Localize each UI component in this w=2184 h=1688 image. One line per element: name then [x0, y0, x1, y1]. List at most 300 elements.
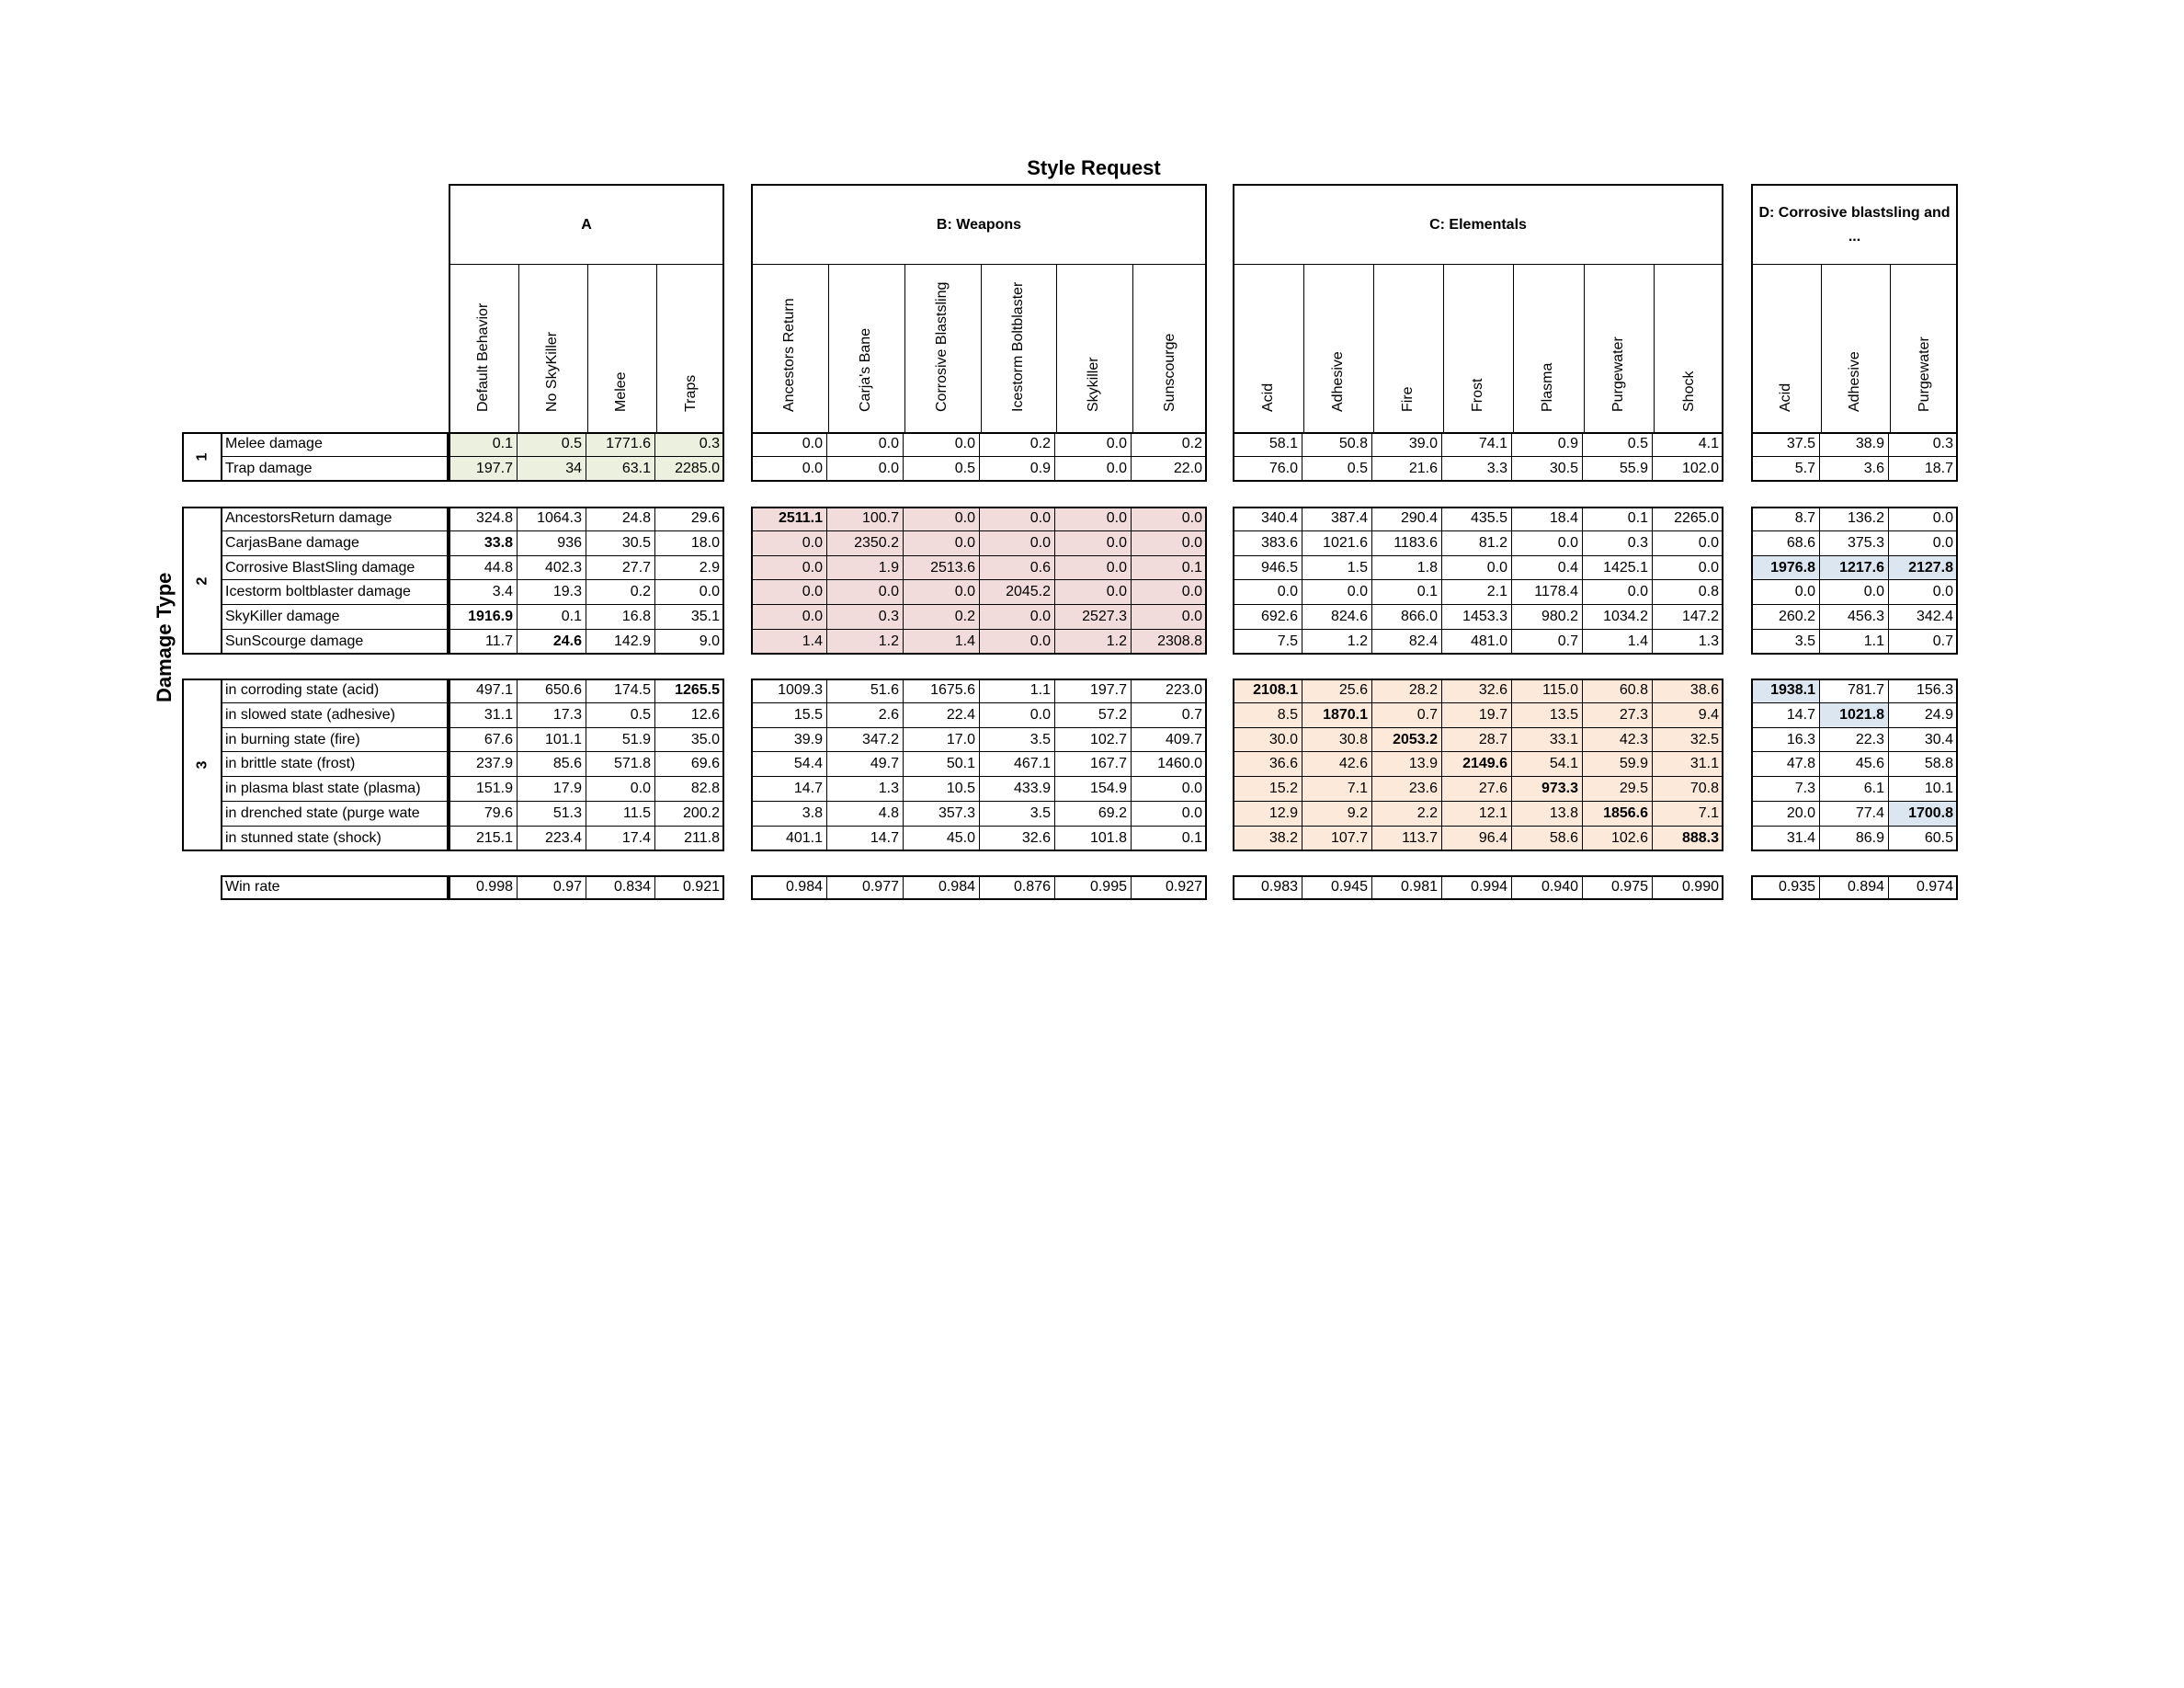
row-label: in corroding state (acid): [221, 679, 449, 703]
table-cell: 1064.3: [518, 507, 586, 531]
table-cell: 54.4: [751, 752, 827, 777]
column-header: [1374, 265, 1444, 432]
column-header-label: Carja's Bane: [858, 327, 873, 412]
table-cell: 0.0: [1233, 580, 1302, 605]
table-cell: 387.4: [1302, 507, 1372, 531]
group-header-1: [751, 184, 1207, 434]
table-cell: 28.2: [1372, 679, 1442, 703]
column-header-label: Purgewater: [1610, 336, 1626, 412]
table-cell: 13.9: [1372, 752, 1442, 777]
table-cell: 1675.6: [904, 679, 980, 703]
table-cell: 0.998: [449, 875, 518, 900]
column-header: [1057, 265, 1133, 432]
table-cell: 197.7: [1055, 679, 1132, 703]
table-cell: 383.6: [1233, 531, 1302, 556]
table-cell: 0.0: [751, 531, 827, 556]
table-cell: 1453.3: [1442, 605, 1512, 630]
table-cell: 215.1: [449, 827, 518, 851]
table-cell: 27.3: [1583, 703, 1653, 728]
table-cell: 51.6: [827, 679, 904, 703]
table-cell: 37.5: [1751, 432, 1820, 457]
table-cell: 30.4: [1889, 728, 1958, 752]
table-cell: 0.6: [980, 556, 1055, 580]
table-cell: 15.5: [751, 703, 827, 728]
table-cell: 17.4: [586, 827, 655, 851]
table-cell: 38.6: [1653, 679, 1723, 703]
table-cell: 0.1: [518, 605, 586, 630]
table-cell: 223.0: [1132, 679, 1207, 703]
column-header: [753, 265, 829, 432]
table-cell: 2308.8: [1132, 630, 1207, 655]
column-header-label: Fire: [1399, 386, 1416, 412]
table-cell: 174.5: [586, 679, 655, 703]
column-header: [1585, 265, 1655, 432]
table-cell: 7.5: [1233, 630, 1302, 655]
table-cell: 8.7: [1751, 507, 1820, 531]
table-cell: 0.876: [980, 875, 1055, 900]
column-header-label: Skykiller: [1086, 357, 1101, 412]
table-cell: 32.6: [980, 827, 1055, 851]
table-cell: 0.994: [1442, 875, 1512, 900]
table-cell: 63.1: [586, 457, 655, 482]
column-header: [1304, 265, 1374, 432]
table-cell: 25.6: [1302, 679, 1372, 703]
table-cell: 77.4: [1820, 802, 1889, 827]
table-cell: 1.1: [1820, 630, 1889, 655]
table-cell: 30.8: [1302, 728, 1372, 752]
table-cell: 4.8: [827, 802, 904, 827]
group-header-3: [1751, 184, 1958, 434]
table-cell: 11.5: [586, 802, 655, 827]
table-cell: 1425.1: [1583, 556, 1653, 580]
table-cell: 38.9: [1820, 432, 1889, 457]
table-cell: 0.2: [586, 580, 655, 605]
table-cell: 0.940: [1512, 875, 1583, 900]
table-cell: 3.4: [449, 580, 518, 605]
table-cell: 0.4: [1512, 556, 1583, 580]
row-label: Corrosive BlastSling damage: [221, 556, 449, 580]
table-cell: 1.2: [1055, 630, 1132, 655]
table-cell: 16.8: [586, 605, 655, 630]
table-cell: 1.9: [827, 556, 904, 580]
table-cell: 142.9: [586, 630, 655, 655]
table-cell: 0.0: [1055, 457, 1132, 482]
table-cell: 0.0: [751, 432, 827, 457]
column-header: [982, 265, 1057, 432]
table-cell: 1856.6: [1583, 802, 1653, 827]
table-cell: 0.3: [827, 605, 904, 630]
table-cell: 7.3: [1751, 777, 1820, 802]
table-cell: 0.1: [1583, 507, 1653, 531]
table-cell: 0.0: [1055, 507, 1132, 531]
table-cell: 0.990: [1653, 875, 1723, 900]
table-cell: 0.0: [1889, 507, 1958, 531]
table-cell: 0.0: [751, 556, 827, 580]
column-header: [657, 265, 726, 432]
column-header-label: Icestorm Boltblaster: [1009, 281, 1026, 412]
table-cell: 2513.6: [904, 556, 980, 580]
table-cell: 60.8: [1583, 679, 1653, 703]
table-cell: 0.975: [1583, 875, 1653, 900]
table-cell: 17.9: [518, 777, 586, 802]
table-cell: 32.6: [1442, 679, 1512, 703]
table-cell: 0.0: [904, 580, 980, 605]
table-cell: 1009.3: [751, 679, 827, 703]
group-title: D: Corrosive blastsling and ...: [1753, 186, 1956, 265]
row-label: CarjasBane damage: [221, 531, 449, 556]
group-title: B: Weapons: [753, 186, 1205, 265]
table-cell: 0.935: [1751, 875, 1820, 900]
table-cell: 33.1: [1512, 728, 1583, 752]
column-header-label: Acid: [1259, 382, 1276, 412]
table-cell: 10.1: [1889, 777, 1958, 802]
table-cell: 0.7: [1132, 703, 1207, 728]
table-cell: 0.9: [980, 457, 1055, 482]
table-cell: 3.5: [980, 728, 1055, 752]
table-cell: 290.4: [1372, 507, 1442, 531]
table-cell: 0.0: [1055, 556, 1132, 580]
table-cell: 401.1: [751, 827, 827, 851]
table-cell: 101.8: [1055, 827, 1132, 851]
row-label: SkyKiller damage: [221, 605, 449, 630]
table-cell: 0.3: [655, 432, 724, 457]
table-cell: 151.9: [449, 777, 518, 802]
table-cell: 1.8: [1372, 556, 1442, 580]
column-header-label: Default Behavior: [475, 302, 491, 412]
table-cell: 154.9: [1055, 777, 1132, 802]
table-cell: 0.5: [1583, 432, 1653, 457]
table-cell: 31.4: [1751, 827, 1820, 851]
table-cell: 54.1: [1512, 752, 1583, 777]
table-cell: 156.3: [1889, 679, 1958, 703]
table-cell: 27.7: [586, 556, 655, 580]
table-cell: 5.7: [1751, 457, 1820, 482]
table-cell: 7.1: [1653, 802, 1723, 827]
column-header-label: No SkyKiller: [544, 331, 560, 412]
table-cell: 0.0: [980, 507, 1055, 531]
table-cell: 409.7: [1132, 728, 1207, 752]
table-cell: 24.8: [586, 507, 655, 531]
table-cell: 86.9: [1820, 827, 1889, 851]
section-number-text: 2: [194, 576, 210, 585]
table-cell: 0.1: [1132, 827, 1207, 851]
table-cell: 81.2: [1442, 531, 1512, 556]
table-cell: 0.0: [904, 531, 980, 556]
table-cell: 0.0: [1055, 580, 1132, 605]
table-cell: 1.3: [827, 777, 904, 802]
table-cell: 0.0: [1055, 432, 1132, 457]
table-cell: 24.6: [518, 630, 586, 655]
table-cell: 0.995: [1055, 875, 1132, 900]
table-cell: 1916.9: [449, 605, 518, 630]
table-cell: 35.1: [655, 605, 724, 630]
table-cell: 30.0: [1233, 728, 1302, 752]
table-cell: 2527.3: [1055, 605, 1132, 630]
table-cell: 30.5: [1512, 457, 1583, 482]
table-cell: 2053.2: [1372, 728, 1442, 752]
section-number: [182, 507, 221, 655]
table-cell: 16.3: [1751, 728, 1820, 752]
table-cell: 85.6: [518, 752, 586, 777]
table-cell: 2350.2: [827, 531, 904, 556]
table-cell: 1021.8: [1820, 703, 1889, 728]
column-header: [1822, 265, 1891, 432]
table-cell: 49.7: [827, 752, 904, 777]
column-header: [1514, 265, 1585, 432]
table-cell: 17.0: [904, 728, 980, 752]
table-cell: 1.1: [980, 679, 1055, 703]
table-cell: 936: [518, 531, 586, 556]
table-cell: 0.0: [655, 580, 724, 605]
table-cell: 0.1: [1372, 580, 1442, 605]
table-cell: 0.1: [1132, 556, 1207, 580]
table-cell: 0.8: [1653, 580, 1723, 605]
row-label: in burning state (fire): [221, 728, 449, 752]
table-cell: 402.3: [518, 556, 586, 580]
table-cell: 19.3: [518, 580, 586, 605]
table-cell: 4.1: [1653, 432, 1723, 457]
table-cell: 10.5: [904, 777, 980, 802]
table-cell: 0.0: [1653, 531, 1723, 556]
table-cell: 1265.5: [655, 679, 724, 703]
group-header-2: [1233, 184, 1723, 434]
table-cell: 12.6: [655, 703, 724, 728]
row-label: Win rate: [221, 875, 449, 900]
table-cell: 3.5: [1751, 630, 1820, 655]
row-label: in drenched state (purge wate: [221, 802, 449, 827]
table-cell: 211.8: [655, 827, 724, 851]
section-number-text: 1: [194, 452, 210, 462]
table-cell: 31.1: [449, 703, 518, 728]
table-cell: 29.5: [1583, 777, 1653, 802]
table-cell: 342.4: [1889, 605, 1958, 630]
table-cell: 0.0: [1889, 580, 1958, 605]
table-cell: 2285.0: [655, 457, 724, 482]
table-title: Style Request: [1027, 156, 1161, 179]
table-cell: 42.6: [1302, 752, 1372, 777]
row-label: SunScourge damage: [221, 630, 449, 655]
table-cell: 9.4: [1653, 703, 1723, 728]
table-cell: 0.0: [980, 531, 1055, 556]
table-cell: 0.0: [1132, 531, 1207, 556]
table-cell: 15.2: [1233, 777, 1302, 802]
table-cell: 0.0: [1132, 802, 1207, 827]
table-cell: 1.4: [751, 630, 827, 655]
row-label: in brittle state (frost): [221, 752, 449, 777]
table-cell: 100.7: [827, 507, 904, 531]
table-cell: 47.8: [1751, 752, 1820, 777]
table-cell: 0.0: [751, 457, 827, 482]
table-cell: 22.4: [904, 703, 980, 728]
table-cell: 0.5: [586, 703, 655, 728]
table-cell: 237.9: [449, 752, 518, 777]
column-header: [1234, 265, 1304, 432]
table-cell: 0.0: [1751, 580, 1820, 605]
column-header-label: Traps: [682, 374, 699, 412]
table-cell: 2.9: [655, 556, 724, 580]
table-cell: 0.0: [827, 580, 904, 605]
column-header-label: Sunscourge: [1162, 333, 1177, 412]
table-cell: 27.6: [1442, 777, 1512, 802]
table-cell: 58.6: [1512, 827, 1583, 851]
table-cell: 197.7: [449, 457, 518, 482]
column-header: [1753, 265, 1822, 432]
table-cell: 946.5: [1233, 556, 1302, 580]
table-cell: 45.6: [1820, 752, 1889, 777]
group-title: C: Elementals: [1234, 186, 1722, 265]
table-cell: 1217.6: [1820, 556, 1889, 580]
table-cell: 0.834: [586, 875, 655, 900]
table-cell: 0.921: [655, 875, 724, 900]
table-cell: 0.984: [751, 875, 827, 900]
table-cell: 0.0: [1583, 580, 1653, 605]
table-cell: 29.6: [655, 507, 724, 531]
table-cell: 0.97: [518, 875, 586, 900]
table-cell: 2127.8: [1889, 556, 1958, 580]
row-label: in plasma blast state (plasma): [221, 777, 449, 802]
row-label: Melee damage: [221, 432, 449, 457]
table-cell: 2265.0: [1653, 507, 1723, 531]
table-cell: 35.0: [655, 728, 724, 752]
table-cell: 51.9: [586, 728, 655, 752]
table-cell: 347.2: [827, 728, 904, 752]
table-cell: 0.981: [1372, 875, 1442, 900]
table-cell: 19.7: [1442, 703, 1512, 728]
column-header: [519, 265, 588, 432]
table-cell: 1178.4: [1512, 580, 1583, 605]
table-cell: 36.6: [1233, 752, 1302, 777]
table-cell: 1460.0: [1132, 752, 1207, 777]
column-header-label: Adhesive: [1329, 351, 1346, 412]
table-cell: 14.7: [827, 827, 904, 851]
table-cell: 13.8: [1512, 802, 1583, 827]
column-header-label: Adhesive: [1847, 351, 1862, 412]
table-cell: 980.2: [1512, 605, 1583, 630]
table-cell: 1.4: [904, 630, 980, 655]
table-cell: 2108.1: [1233, 679, 1302, 703]
table-cell: 21.6: [1372, 457, 1442, 482]
table-cell: 223.4: [518, 827, 586, 851]
row-label: in slowed state (adhesive): [221, 703, 449, 728]
table-cell: 433.9: [980, 777, 1055, 802]
table-cell: 0.0: [1889, 531, 1958, 556]
table-cell: 781.7: [1820, 679, 1889, 703]
table-cell: 692.6: [1233, 605, 1302, 630]
column-header-label: Purgewater: [1916, 336, 1932, 412]
table-cell: 0.0: [980, 605, 1055, 630]
table-cell: 0.0: [1055, 531, 1132, 556]
table-cell: 0.983: [1233, 875, 1302, 900]
table-cell: 42.3: [1583, 728, 1653, 752]
table-cell: 2149.6: [1442, 752, 1512, 777]
table-cell: 0.974: [1889, 875, 1958, 900]
table-cell: 7.1: [1302, 777, 1372, 802]
y-axis-label: Damage Type: [153, 572, 176, 702]
table-cell: 0.0: [751, 605, 827, 630]
table-cell: 0.0: [1302, 580, 1372, 605]
table-cell: 2045.2: [980, 580, 1055, 605]
table-cell: 102.7: [1055, 728, 1132, 752]
table-cell: 0.7: [1372, 703, 1442, 728]
table-cell: 0.9: [1512, 432, 1583, 457]
table-cell: 18.4: [1512, 507, 1583, 531]
table-cell: 0.0: [1132, 605, 1207, 630]
table-cell: 1183.6: [1372, 531, 1442, 556]
table-cell: 33.8: [449, 531, 518, 556]
table-cell: 14.7: [1751, 703, 1820, 728]
table-cell: 82.4: [1372, 630, 1442, 655]
table-cell: 0.0: [1132, 507, 1207, 531]
table-cell: 11.7: [449, 630, 518, 655]
table-cell: 147.2: [1653, 605, 1723, 630]
table-cell: 0.0: [1132, 777, 1207, 802]
table-cell: 74.1: [1442, 432, 1512, 457]
table-cell: 13.5: [1512, 703, 1583, 728]
column-header: [1891, 265, 1960, 432]
table-cell: 1771.6: [586, 432, 655, 457]
table-cell: 107.7: [1302, 827, 1372, 851]
table-cell: 96.4: [1442, 827, 1512, 851]
table-cell: 76.0: [1233, 457, 1302, 482]
table-cell: 1700.8: [1889, 802, 1958, 827]
table-cell: 67.6: [449, 728, 518, 752]
table-cell: 0.1: [449, 432, 518, 457]
column-header: [588, 265, 657, 432]
table-cell: 79.6: [449, 802, 518, 827]
table-cell: 3.8: [751, 802, 827, 827]
table-cell: 1034.2: [1583, 605, 1653, 630]
section-number: [182, 679, 221, 851]
table-cell: 1.4: [1583, 630, 1653, 655]
table-cell: 58.8: [1889, 752, 1958, 777]
table-cell: 12.1: [1442, 802, 1512, 827]
column-header: [1444, 265, 1514, 432]
table-cell: 3.5: [980, 802, 1055, 827]
table-cell: 467.1: [980, 752, 1055, 777]
table-cell: 324.8: [449, 507, 518, 531]
table-cell: 0.977: [827, 875, 904, 900]
table-cell: 24.9: [1889, 703, 1958, 728]
table-cell: 0.3: [1583, 531, 1653, 556]
table-cell: 38.2: [1233, 827, 1302, 851]
table-cell: 357.3: [904, 802, 980, 827]
table-cell: 0.0: [1132, 580, 1207, 605]
table-cell: 1021.6: [1302, 531, 1372, 556]
table-cell: 0.0: [1442, 556, 1512, 580]
column-header: [905, 265, 982, 432]
table-cell: 50.8: [1302, 432, 1372, 457]
column-header-label: Ancestors Return: [781, 298, 797, 412]
table-cell: 0.0: [980, 703, 1055, 728]
table-cell: 0.5: [904, 457, 980, 482]
table-cell: 113.7: [1372, 827, 1442, 851]
table-cell: 0.0: [827, 457, 904, 482]
table-cell: 0.2: [1132, 432, 1207, 457]
table-cell: 375.3: [1820, 531, 1889, 556]
table-cell: 23.6: [1372, 777, 1442, 802]
table-cell: 82.8: [655, 777, 724, 802]
table-cell: 1976.8: [1751, 556, 1820, 580]
table-cell: 167.7: [1055, 752, 1132, 777]
table-cell: 0.945: [1302, 875, 1372, 900]
table-cell: 50.1: [904, 752, 980, 777]
section-number-text: 3: [194, 760, 210, 770]
table-cell: 102.6: [1583, 827, 1653, 851]
table-cell: 51.3: [518, 802, 586, 827]
table-cell: 44.8: [449, 556, 518, 580]
table-cell: 0.0: [904, 507, 980, 531]
table-cell: 0.0: [980, 630, 1055, 655]
